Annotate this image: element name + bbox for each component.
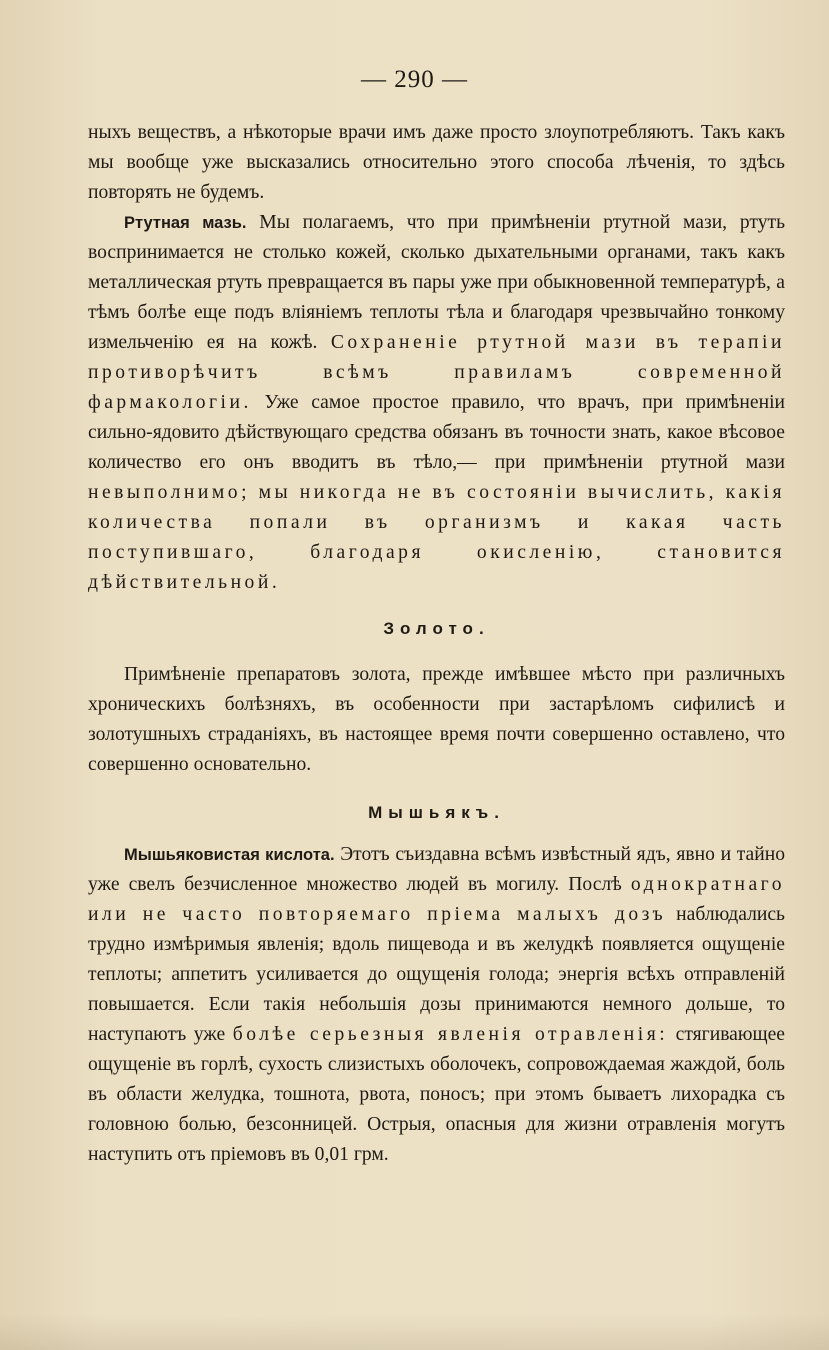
mercury-spaced-b: невыполнимо; мы никогда не въ состояніи вычислить, какія количества попали въ организмъ и какая часть поступившаго, благодаря окисленію, становится дѣйствительной. <box>88 482 785 593</box>
arsenic-text-c: стягивающее ощущеніе въ горлѣ, сухость слизистыхъ оболочекъ, сопровождаемая жаждой, боль въ области желудка, тошнота, рвота, поносъ; при этомъ бываетъ лихорадка съ головною болью, безсонницей. Острыя, опасныя для жизни отравленія могутъ наступить отъ пріемовъ въ 0,01 грм. <box>88 1024 786 1165</box>
section-heading-gold: Золото. <box>383 619 490 638</box>
arsenic-spaced-a: однократнаго или не часто повторяемаго пріема малыхъ дозъ <box>88 874 786 925</box>
paragraph-arsenious-acid <box>88 840 785 1170</box>
page-body <box>88 118 785 1170</box>
section-heading-arsenic: Мышьякъ. <box>368 803 505 822</box>
mercury-text-a: Мы полагаемъ, что при примѣненіи ртутной мази, ртуть воспринимается не столько кожей, сколько дыхательными органами, такъ какъ металлическая ртуть превращается въ пары уже при обыкновенной температурѣ, а тѣмъ болѣе еще подъ вліяніемъ теплоты тѣла и благодаря чрезвычайно тонкому измельченію ея на кожѣ. <box>88 212 785 353</box>
paragraph-mercury-ointment <box>88 208 785 598</box>
arsenic-spaced-b: болѣе серьезныя явленія отравленія: <box>232 1024 669 1045</box>
arsenic-text-a: Этотъ съиздавна всѣмъ извѣстный ядъ, явно и тайно уже свелъ безчисленное множество людей въ могилу. Послѣ <box>88 844 786 895</box>
arsenious-acid-heading: Мышьяковистая кислота. <box>124 846 335 864</box>
page-number: — 290 — <box>361 66 468 93</box>
paragraph-continuation: ныхъ веществъ, а нѣкоторые врачи имъ даже просто злоупотребляютъ. Такъ какъ мы вообще уже высказались относительно этого способа лѣченія, то здѣсь повторять не будемъ. <box>88 122 785 203</box>
mercury-ointment-heading: Ртутная мазь. <box>124 214 247 232</box>
mercury-spaced-a: Сохраненіе ртутной мази въ терапіи противорѣчитъ всѣмъ правиламъ современной фармакологіи. <box>88 332 785 413</box>
arsenic-text-b: наблюдались трудно измѣримыя явленія; вдоль пищевода и въ желудкѣ появляется ощущеніе теплоты; аппетитъ усиливается до ощущенія голода; энергія всѣхъ отправленій повышается. Если такія небольшія дозы принимаются немного дольше, то наступаютъ уже <box>88 904 785 1045</box>
paragraph-gold: Примѣненіе препаратовъ золота, прежде имѣвшее мѣсто при различныхъ хроническихъ болѣзняхъ, въ особенности при застарѣломъ сифилисѣ и золотушныхъ страданіяхъ, въ настоящее время почти совершенно оставлено, что совершенно основательно. <box>88 664 785 775</box>
mercury-text-b: Уже самое простое правило, что врачъ, при примѣненіи сильно-ядовито дѣйствующаго средства обязанъ въ точности знать, какое вѣсовое количество его онъ вводитъ въ тѣло,— при примѣненіи ртутной мази <box>88 392 785 473</box>
